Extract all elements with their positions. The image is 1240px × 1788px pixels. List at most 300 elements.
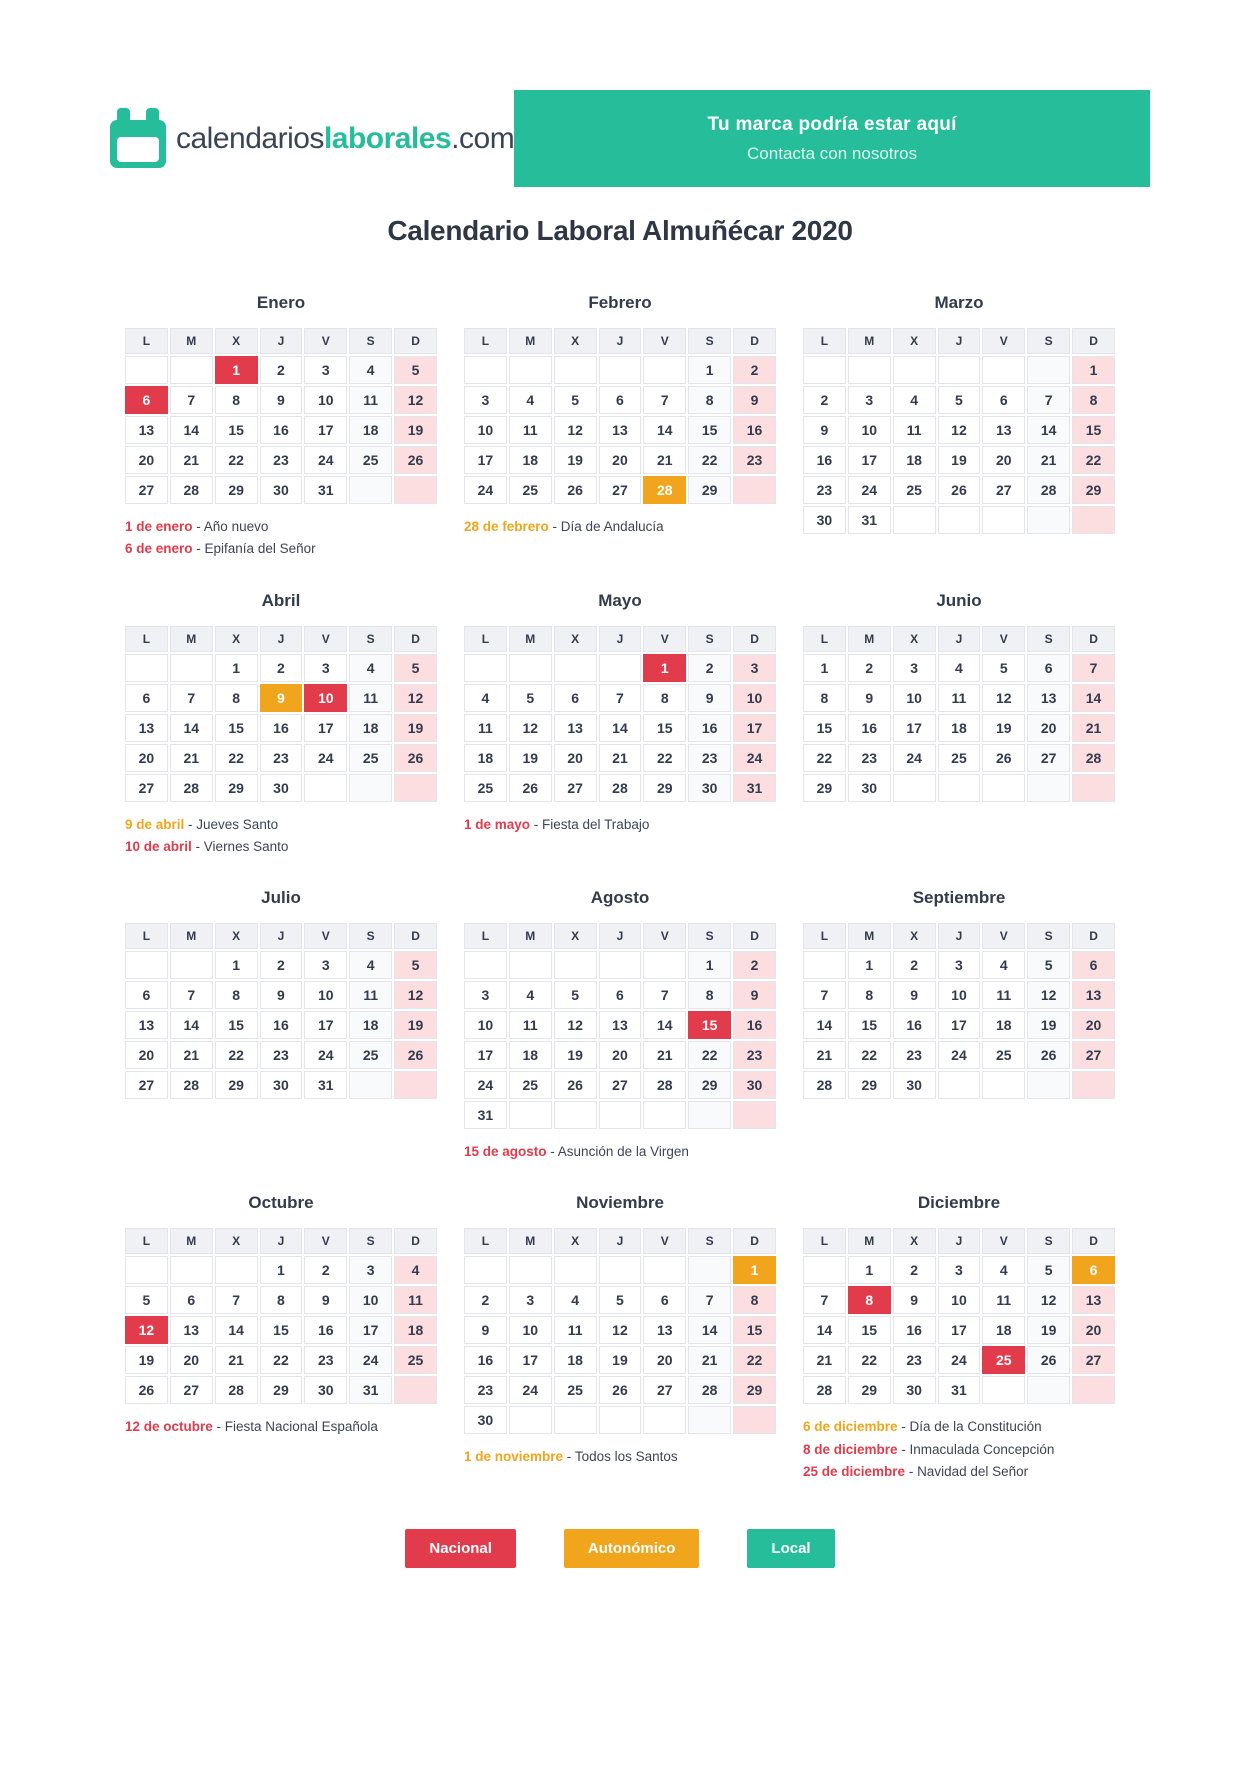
logo-text-bold: laborales	[323, 121, 452, 155]
calendar-week-row	[803, 981, 1115, 1009]
holiday-note-date: 1 de mayo	[464, 816, 531, 832]
weekday-header: X	[215, 626, 258, 652]
day-cell: 22	[848, 1041, 891, 1069]
day-cell: 18	[349, 1011, 392, 1039]
calendar-days	[464, 951, 776, 1129]
weekday-header: S	[349, 328, 392, 354]
calendar-week-row	[125, 1256, 437, 1284]
day-cell: 1	[215, 951, 258, 979]
day-cell: 2	[260, 356, 303, 384]
day-cell: 21	[170, 446, 213, 474]
holiday-note-date: 6 de enero	[125, 541, 193, 557]
day-cell: 12	[554, 1011, 597, 1039]
day-cell: 31	[304, 1071, 347, 1099]
holiday-day-cell-nacional: 25	[982, 1346, 1025, 1374]
day-cell: 25	[349, 744, 392, 772]
day-cell-empty	[509, 1256, 552, 1284]
day-cell: 30	[260, 774, 303, 802]
day-cell-empty	[803, 1256, 846, 1284]
weekday-header: S	[688, 923, 731, 949]
day-cell: 1	[803, 654, 846, 682]
day-cell: 3	[509, 1286, 552, 1314]
day-cell-empty	[394, 1071, 437, 1099]
calendar-week-row	[803, 1011, 1115, 1039]
day-cell: 27	[170, 1376, 213, 1404]
weekday-header: S	[688, 1228, 731, 1254]
day-cell: 12	[394, 684, 437, 712]
day-cell: 9	[464, 1316, 507, 1344]
day-cell: 30	[464, 1406, 507, 1434]
day-cell: 7	[688, 1286, 731, 1314]
day-cell: 5	[1027, 1256, 1070, 1284]
day-cell: 16	[848, 714, 891, 742]
legend-nacional-button[interactable]: Nacional	[405, 1529, 516, 1568]
day-cell-empty	[554, 951, 597, 979]
day-cell: 6	[1027, 654, 1070, 682]
logo-text-suffix: .com	[451, 121, 515, 155]
weekday-header: V	[982, 328, 1025, 354]
holiday-note-date: 1 de enero	[125, 519, 193, 534]
day-cell: 2	[304, 1256, 347, 1284]
day-cell: 11	[509, 416, 552, 444]
calendar-week-row	[125, 416, 437, 444]
day-cell: 15	[643, 714, 686, 742]
day-cell: 9	[688, 684, 731, 712]
day-cell-empty	[938, 774, 981, 802]
calendar-week-row	[803, 951, 1115, 979]
month-title-enero: Enero	[256, 293, 306, 312]
day-cell: 28	[1027, 476, 1070, 504]
day-cell: 24	[938, 1346, 981, 1374]
day-cell: 18	[509, 446, 552, 474]
logo-text-normal: calendarios	[176, 121, 324, 155]
month-abril	[123, 591, 439, 859]
weekday-header: L	[464, 328, 507, 354]
day-cell: 23	[260, 1041, 303, 1069]
weekday-header: V	[643, 626, 686, 652]
holiday-notes-octubre	[123, 1416, 439, 1438]
day-cell: 14	[170, 1011, 213, 1039]
weekday-header: D	[733, 1228, 776, 1254]
day-cell: 13	[125, 416, 168, 444]
day-cell-empty	[643, 1256, 686, 1284]
day-cell: 3	[349, 1256, 392, 1284]
day-cell: 30	[848, 774, 891, 802]
day-cell-empty	[803, 356, 846, 384]
day-cell: 3	[464, 981, 507, 1009]
weekday-header: X	[893, 328, 936, 354]
legend-autonomico-button[interactable]: Autonómico	[564, 1529, 700, 1568]
day-cell-empty	[599, 951, 642, 979]
weekday-header: M	[509, 1228, 552, 1254]
weekday-header: V	[982, 626, 1025, 652]
calendar-table-febrero	[462, 326, 778, 506]
holiday-note-desc: Año nuevo	[203, 519, 269, 534]
day-cell: 9	[848, 684, 891, 712]
day-cell: 23	[260, 446, 303, 474]
day-cell: 18	[938, 714, 981, 742]
weekday-header: J	[260, 923, 303, 949]
day-cell: 27	[643, 1376, 686, 1404]
day-cell: 26	[554, 1071, 597, 1099]
holiday-day-cell-nacional: 6	[125, 386, 168, 414]
day-cell: 25	[464, 774, 507, 802]
day-cell: 4	[893, 386, 936, 414]
day-cell: 2	[260, 654, 303, 682]
day-cell: 21	[803, 1041, 846, 1069]
day-cell: 23	[893, 1346, 936, 1374]
legend-local-button[interactable]: Local	[747, 1529, 834, 1568]
calendar-week-row	[803, 714, 1115, 742]
day-cell: 16	[688, 714, 731, 742]
day-cell: 14	[803, 1011, 846, 1039]
day-cell-empty	[643, 1406, 686, 1434]
day-cell-empty	[1027, 1071, 1070, 1099]
day-cell: 11	[509, 1011, 552, 1039]
weekday-header: J	[260, 626, 303, 652]
day-cell-empty	[170, 356, 213, 384]
weekday-row	[803, 923, 1115, 949]
day-cell: 18	[464, 744, 507, 772]
day-cell: 5	[394, 951, 437, 979]
calendar-week-row	[464, 1011, 776, 1039]
day-cell: 27	[1072, 1346, 1115, 1374]
holiday-note-desc: Inmaculada Concepción	[909, 1441, 1055, 1457]
day-cell: 20	[1027, 714, 1070, 742]
day-cell: 27	[1027, 744, 1070, 772]
calendar-days	[125, 356, 437, 504]
day-cell: 8	[688, 386, 731, 414]
holiday-note: 1 de noviembre - Todos los Santos	[464, 1449, 678, 1465]
month-title-septiembre: Septiembre	[912, 888, 1006, 908]
day-cell: 26	[982, 744, 1025, 772]
day-cell: 28	[170, 476, 213, 504]
weekday-header: L	[464, 626, 507, 652]
calendar-weekday-row	[803, 1228, 1115, 1254]
day-cell: 3	[733, 654, 776, 682]
day-cell: 23	[733, 446, 776, 474]
calendar-days	[803, 951, 1115, 1099]
day-cell: 8	[215, 981, 258, 1009]
day-cell: 15	[688, 416, 731, 444]
day-cell-empty	[125, 654, 168, 682]
day-cell: 16	[464, 1346, 507, 1374]
holiday-note-date: 1 de noviembre	[464, 1449, 564, 1465]
weekday-header: X	[554, 1228, 597, 1254]
day-cell-empty	[599, 654, 642, 682]
calendar-week-row	[803, 506, 1115, 534]
day-cell: 15	[260, 1316, 303, 1344]
day-cell: 7	[803, 981, 846, 1009]
day-cell: 20	[599, 446, 642, 474]
day-cell: 25	[893, 476, 936, 504]
day-cell: 20	[982, 446, 1025, 474]
day-cell: 23	[733, 1041, 776, 1069]
day-cell: 24	[848, 476, 891, 504]
weekday-header: M	[170, 328, 213, 354]
weekday-header: M	[170, 626, 213, 652]
holiday-note-date: 15 de agosto	[464, 1144, 547, 1160]
calendar-table-enero	[123, 326, 439, 506]
day-cell-empty	[982, 506, 1025, 534]
day-cell: 22	[848, 1346, 891, 1374]
holiday-day-cell-autonomico: 1	[733, 1256, 776, 1284]
day-cell: 3	[848, 386, 891, 414]
calendar-week-row	[464, 684, 776, 712]
day-cell: 27	[125, 1071, 168, 1099]
weekday-header: V	[982, 1228, 1025, 1254]
weekday-header: X	[893, 626, 936, 652]
day-cell-empty	[982, 356, 1025, 384]
day-cell: 10	[848, 416, 891, 444]
day-cell: 3	[938, 951, 981, 979]
day-cell: 25	[554, 1376, 597, 1404]
day-cell: 27	[125, 774, 168, 802]
day-cell: 7	[170, 981, 213, 1009]
day-cell: 15	[215, 714, 258, 742]
calendar-week-row	[803, 1071, 1115, 1099]
weekday-header: X	[893, 923, 936, 949]
day-cell: 9	[803, 416, 846, 444]
month-title-octubre: Octubre	[248, 1193, 314, 1213]
day-cell-empty	[554, 1101, 597, 1129]
day-cell: 2	[803, 386, 846, 414]
weekday-header: V	[304, 923, 347, 949]
day-cell: 7	[803, 1286, 846, 1314]
day-cell: 21	[803, 1346, 846, 1374]
weekday-header: L	[803, 626, 846, 652]
calendar-week-row	[125, 1346, 437, 1374]
day-cell: 5	[509, 684, 552, 712]
calendar-week-row	[125, 446, 437, 474]
day-cell: 10	[509, 1316, 552, 1344]
calendar-week-row	[464, 416, 776, 444]
day-cell: 17	[464, 1041, 507, 1069]
day-cell: 13	[643, 1316, 686, 1344]
day-cell: 17	[509, 1346, 552, 1374]
day-cell: 8	[260, 1286, 303, 1314]
day-cell: 29	[848, 1376, 891, 1404]
ad-banner[interactable]	[514, 90, 1150, 187]
day-cell: 20	[170, 1346, 213, 1374]
weekday-header: V	[982, 923, 1025, 949]
day-cell-empty	[1027, 506, 1070, 534]
day-cell-empty	[938, 506, 981, 534]
day-cell: 15	[848, 1316, 891, 1344]
day-cell: 10	[733, 684, 776, 712]
weekday-header: S	[349, 1228, 392, 1254]
day-cell: 16	[260, 1011, 303, 1039]
day-cell: 7	[1072, 654, 1115, 682]
weekday-header: M	[509, 923, 552, 949]
calendar-week-row	[125, 1376, 437, 1404]
calendar-week-row	[803, 684, 1115, 712]
day-cell-empty	[509, 356, 552, 384]
day-cell: 28	[643, 1071, 686, 1099]
day-cell: 15	[733, 1316, 776, 1344]
day-cell: 24	[304, 1041, 347, 1069]
calendar-week-row	[803, 476, 1115, 504]
day-cell: 14	[688, 1316, 731, 1344]
day-cell: 13	[982, 416, 1025, 444]
calendar-week-row	[125, 774, 437, 802]
weekday-header: M	[170, 1228, 213, 1254]
day-cell-empty	[509, 1406, 552, 1434]
day-cell: 30	[893, 1376, 936, 1404]
day-cell-empty	[215, 1256, 258, 1284]
holiday-note: 8 de diciembre - Inmaculada Concepción	[803, 1441, 1055, 1457]
day-cell: 11	[554, 1316, 597, 1344]
day-cell: 13	[599, 1011, 642, 1039]
month-julio	[123, 888, 439, 1101]
holiday-note: 1 de enero - Año nuevo	[125, 519, 269, 534]
calendar-week-row	[803, 654, 1115, 682]
day-cell: 22	[688, 446, 731, 474]
day-cell: 5	[554, 981, 597, 1009]
day-cell: 8	[848, 981, 891, 1009]
calendar-week-row	[464, 1346, 776, 1374]
weekday-header: M	[848, 923, 891, 949]
day-cell-empty	[599, 1406, 642, 1434]
calendar-weekday-row	[464, 328, 776, 354]
calendar-week-row	[464, 446, 776, 474]
day-cell: 1	[848, 1256, 891, 1284]
day-cell: 18	[982, 1316, 1025, 1344]
day-cell-empty	[938, 356, 981, 384]
day-cell: 19	[509, 744, 552, 772]
day-cell-empty	[554, 356, 597, 384]
day-cell: 6	[982, 386, 1025, 414]
day-cell: 13	[1027, 684, 1070, 712]
day-cell: 17	[938, 1011, 981, 1039]
day-cell-empty	[170, 1256, 213, 1284]
day-cell: 26	[394, 446, 437, 474]
day-cell: 12	[982, 684, 1025, 712]
banner-contact-link[interactable]: Contacta con nosotros	[747, 143, 918, 163]
day-cell: 9	[733, 386, 776, 414]
day-cell: 29	[803, 774, 846, 802]
day-cell: 13	[125, 714, 168, 742]
holiday-note-desc: Viernes Santo	[203, 838, 289, 854]
holiday-note-date: 10 de abril	[125, 838, 192, 854]
day-cell: 17	[893, 714, 936, 742]
day-cell: 12	[554, 416, 597, 444]
day-cell: 14	[170, 416, 213, 444]
calendar-table-octubre	[123, 1226, 439, 1406]
day-cell: 8	[733, 1286, 776, 1314]
calendar-week-row	[803, 774, 1115, 802]
holiday-note: 6 de enero - Epifanía del Señor	[125, 541, 316, 557]
weekday-header: V	[643, 1228, 686, 1254]
calendar-weekday-row	[803, 626, 1115, 652]
day-cell: 14	[643, 1011, 686, 1039]
day-cell: 29	[733, 1376, 776, 1404]
calendar-weekday-row	[125, 626, 437, 652]
day-cell: 26	[394, 1041, 437, 1069]
calendar-week-row	[125, 356, 437, 384]
day-cell-empty	[509, 1101, 552, 1129]
day-cell: 29	[215, 1071, 258, 1099]
day-cell: 7	[643, 386, 686, 414]
calendar-week-row	[803, 744, 1115, 772]
day-cell: 22	[215, 1041, 258, 1069]
day-cell: 30	[688, 774, 731, 802]
weekday-header: S	[349, 626, 392, 652]
day-cell-empty	[688, 1256, 731, 1284]
day-cell: 25	[982, 1041, 1025, 1069]
day-cell: 20	[643, 1346, 686, 1374]
calendar-week-row	[464, 356, 776, 384]
day-cell: 14	[215, 1316, 258, 1344]
day-cell-empty	[509, 951, 552, 979]
day-cell: 10	[304, 981, 347, 1009]
calendar-week-row	[803, 1316, 1115, 1344]
day-cell: 20	[554, 744, 597, 772]
holiday-day-cell-nacional: 10	[304, 684, 347, 712]
day-cell: 24	[464, 1071, 507, 1099]
day-cell: 14	[170, 714, 213, 742]
day-cell: 24	[509, 1376, 552, 1404]
month-marzo	[801, 293, 1117, 536]
day-cell: 5	[982, 654, 1025, 682]
day-cell: 30	[304, 1376, 347, 1404]
months-grid	[0, 293, 1240, 1483]
day-cell: 18	[349, 714, 392, 742]
day-cell: 20	[599, 1041, 642, 1069]
calendar-week-row	[464, 744, 776, 772]
day-cell: 23	[688, 744, 731, 772]
day-cell: 7	[170, 386, 213, 414]
calendar-weekday-row	[125, 923, 437, 949]
calendar-days	[464, 654, 776, 802]
day-cell: 29	[260, 1376, 303, 1404]
day-cell-empty	[643, 1101, 686, 1129]
holiday-note-desc: Asunción de la Virgen	[557, 1144, 689, 1160]
holiday-note-desc: Epifanía del Señor	[204, 541, 316, 557]
weekday-header: V	[304, 328, 347, 354]
day-cell: 17	[349, 1316, 392, 1344]
month-title-noviembre: Noviembre	[576, 1193, 664, 1213]
calendar-week-row	[125, 744, 437, 772]
day-cell: 3	[304, 951, 347, 979]
month-title-agosto: Agosto	[590, 888, 650, 908]
logo[interactable]	[110, 108, 514, 170]
holiday-note-desc: Jueves Santo	[196, 816, 279, 832]
holiday-note: 28 de febrero - Día de Andalucía	[464, 519, 664, 534]
day-cell-empty	[464, 1256, 507, 1284]
day-cell: 14	[1072, 684, 1115, 712]
weekday-row	[464, 328, 776, 354]
day-cell: 4	[509, 981, 552, 1009]
day-cell: 23	[260, 744, 303, 772]
day-cell: 29	[1072, 476, 1115, 504]
weekday-header: J	[599, 626, 642, 652]
day-cell-empty	[599, 356, 642, 384]
day-cell-empty	[1072, 1376, 1115, 1404]
day-cell: 21	[1027, 446, 1070, 474]
day-cell: 27	[599, 476, 642, 504]
day-cell-empty	[803, 951, 846, 979]
calendar-weekday-row	[464, 923, 776, 949]
day-cell: 20	[1072, 1316, 1115, 1344]
day-cell: 19	[394, 1011, 437, 1039]
day-cell: 25	[349, 1041, 392, 1069]
day-cell: 20	[1072, 1011, 1115, 1039]
day-cell: 16	[893, 1316, 936, 1344]
day-cell: 29	[215, 476, 258, 504]
day-cell: 21	[170, 1041, 213, 1069]
calendar-week-row	[125, 476, 437, 504]
